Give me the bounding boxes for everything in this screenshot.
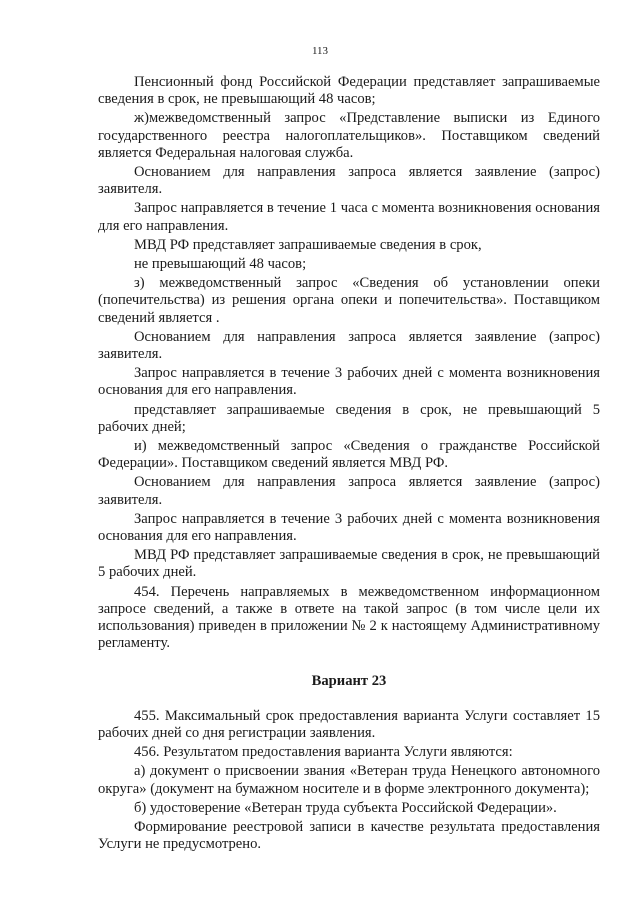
paragraph: б) удостоверение «Ветеран труда субъекта Российской Федерации». xyxy=(134,799,557,816)
page-number: 113 xyxy=(311,45,329,57)
paragraph: не превышающий 48 часов; xyxy=(134,256,307,273)
paragraph: 456. Результатом предоставления варианта Услуги являются: xyxy=(134,744,513,761)
paragraph: Основанием для направления запроса является заявление (запрос) заявителя. xyxy=(98,474,600,508)
paragraphs-after-heading xyxy=(98,708,600,854)
paragraph: 454. Перечень направляемых в межведомственном информационном запросе сведений, а также в ответе на такой запрос (в том числе цели их использования) приведен в приложении № 2 к настоящему Административному регламенту. xyxy=(98,583,600,652)
paragraph: а) документ о присвоении звания «Ветеран труда Ненецкого автономного округа» (документ на бумажном носителе и в форме электронного документа); xyxy=(98,763,600,797)
paragraph: Формирование реестровой записи в качестве результата предоставления Услуги не предусмотрено. xyxy=(98,818,600,853)
paragraph: ж)межведомственный запрос «Представление выписки из Единого государственного реестра налогоплательщиков». Поставщиком сведений является Федеральная налоговая служба. xyxy=(98,110,600,161)
paragraph: Основанием для направления запроса является заявление (запрос) заявителя. xyxy=(98,328,600,363)
section-heading: Вариант 23 xyxy=(311,672,387,689)
paragraph: 455. Максимальный срок предоставления варианта Услуги составляет 15 рабочих дней со дня регистрации заявления. xyxy=(98,707,600,741)
paragraphs-before-heading xyxy=(98,74,600,653)
document-body xyxy=(98,74,600,855)
paragraph: Запрос направляется в течение 3 рабочих дней с момента возникновения основания для его направления. xyxy=(98,510,600,545)
paragraph: Запрос направляется в течение 3 рабочих дней с момента возникновения основания для его направления. xyxy=(98,365,600,399)
paragraph: МВД РФ представляет запрашиваемые сведения в срок, не превышающий 5 рабочих дней. xyxy=(98,547,600,581)
paragraph: и) межведомственный запрос «Сведения о гражданстве Российской Федерации». Поставщиком сведений является МВД РФ. xyxy=(98,438,600,472)
paragraph: з) межведомственный запрос «Сведения об установлении опеки (попечительства) из решения органа опеки и попечительства». Поставщиком сведений является . xyxy=(98,275,600,326)
paragraph: Запрос направляется в течение 1 часа с момента возникновения основания для его направления. xyxy=(98,200,600,234)
paragraph: представляет запрашиваемые сведения в срок, не превышающий 5 рабочих дней; xyxy=(98,401,600,435)
paragraph: Основанием для направления запроса является заявление (запрос) заявителя. xyxy=(98,164,600,198)
paragraph: МВД РФ представляет запрашиваемые сведения в срок, xyxy=(134,236,482,253)
paragraph: Пенсионный фонд Российской Федерации представляет запрашиваемые сведения в срок, не превышающий 48 часов; xyxy=(98,74,600,108)
